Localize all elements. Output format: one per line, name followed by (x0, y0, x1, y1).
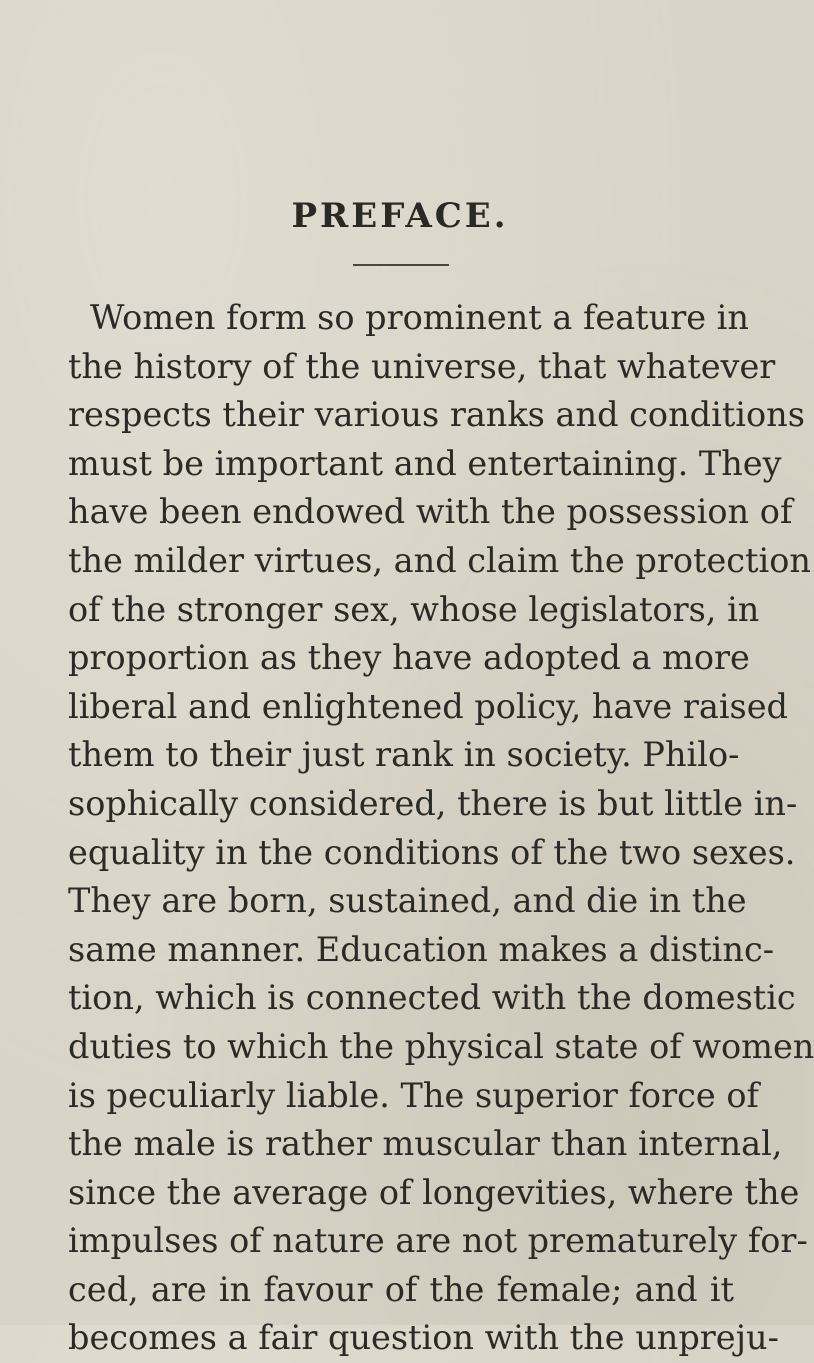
text-line: Women form so prominent a feature in (90, 298, 749, 337)
page-title: PREFACE. (291, 196, 509, 236)
text-line: liberal and enlightened policy, have raised (68, 686, 789, 726)
text-line: the male is rather muscular than internal, (68, 1124, 783, 1164)
text-line: must be important and entertaining. They (68, 443, 782, 483)
text-line: is peculiarly liable. The superior force of (68, 1075, 759, 1115)
text-line: duties to which the physical state of women (68, 1026, 814, 1066)
text-line: sophically considered, there is but little in- (68, 783, 798, 823)
title-rule (353, 264, 449, 266)
text-line: respects their various ranks and conditions (68, 395, 805, 435)
page-header (0, 196, 800, 236)
text-line: impulses of nature are not prematurely for- (68, 1221, 808, 1261)
text-line: same manner. Education makes a distinc- (68, 929, 775, 969)
text-line: proportion as they have adopted a more (68, 638, 750, 678)
text-line: since the average of longevities, where the (68, 1172, 800, 1212)
text-line: have been endowed with the possession of (68, 492, 793, 532)
text-line: They are born, sustained, and die in the (68, 881, 747, 921)
text-line: ced, are in favour of the female; and it (68, 1269, 734, 1309)
text-line: the milder virtues, and claim the protection (68, 540, 811, 580)
text-line: equality in the conditions of the two sexes. (68, 832, 796, 872)
text-line: of the stronger sex, whose legislators, in (68, 589, 760, 629)
text-line: tion, which is connected with the domestic (68, 978, 796, 1018)
text-line: becomes a fair question with the unpreju- (68, 1318, 779, 1358)
text-line: the history of the universe, that whatever (68, 346, 776, 386)
text-line: them to their just rank in society. Philo- (68, 735, 740, 775)
preface-body (68, 294, 814, 1363)
